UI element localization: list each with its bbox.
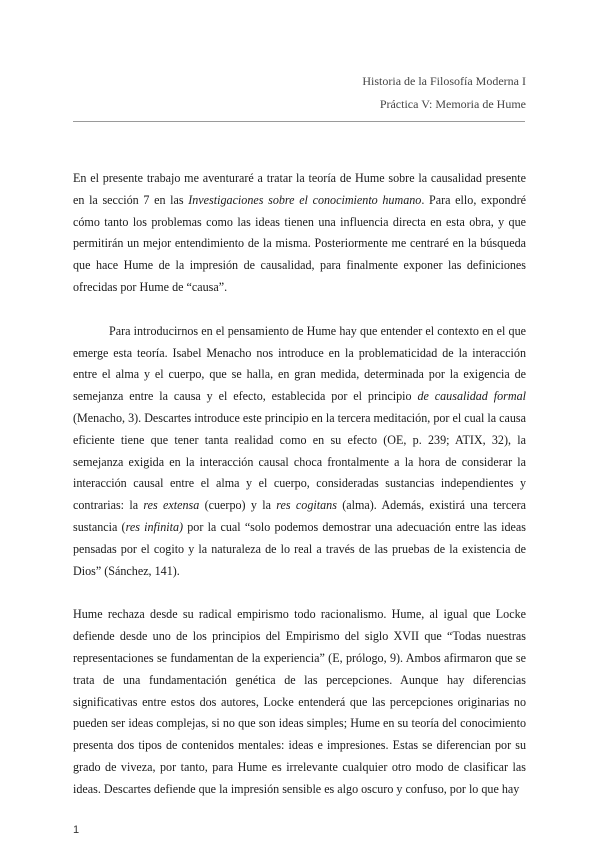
text-span: por la cual “solo podemos demostrar una adecuación entre las ideas pensadas por el cogito y la naturaleza de lo real a través de las pruebas de la existencia de Dios” (Sánchez, 141). (73, 519, 527, 578)
italic-term: res cogitans (276, 498, 337, 513)
paragraph-intro (73, 168, 526, 299)
text-span: (alma). Además, existirá una tercera sustancia ( (73, 498, 526, 534)
course-title: Historia de la Filosofía Moderna I (362, 74, 526, 88)
text-span: (cuerpo) y la (199, 498, 277, 513)
book-title: Investigaciones sobre el conocimiento humano (188, 192, 422, 207)
paragraph-empiricism: Hume rechaza desde su radical empirismo todo racionalismo. Hume, al igual que Locke defiende desde uno de los principios del Empirismo del siglo XVII que “Todas nuestras representaciones se fundamentan de la experiencia” (E, prólogo, 9). Ambos afirmaron que se trata de una fundamentación genética de las percepciones. Aunque hay diferencias significativas entre estos dos autores, Locke entenderá que las percepciones originarias no pueden ser ideas complejas, si no que son ideas simples; Hume en su teoría del conocimiento presenta dos tipos de contenidos mentales: ideas e impresiones. Estas se diferencian por su grado de viveza, por tanto, para Hume es irrelevante cualquier otro modo de clasificar las ideas. Descartes defiende que la impresión sensible es algo oscuro y confuso, por lo que hay (73, 607, 526, 796)
header-divider (73, 121, 525, 122)
italic-term: res extensa (143, 498, 200, 513)
text-span: Para introducirnos en el pensamiento de Hume hay que entender el contexto en el que emerge esta teoría. Isabel Menacho nos introduce en la problematicidad de la interacción entre el alma y el cuerpo, que se halla, en gran medida, determinada por la exigencia de semejanza entre la causa y el efecto, establecida por el principio (73, 323, 526, 404)
text-span: . Para ello, expondré cómo tanto los problemas como las ideas tienen una influencia directa en esta obra, y que permitirán un mejor entendimiento de la misma. Posteriormente me centraré en la búsqueda que hace Hume de la impresión de causalidad, para finalmente exponer las definiciones ofrecidas por Hume de “causa”. (73, 192, 526, 294)
paragraph-context (73, 321, 526, 583)
page-number: 1 (73, 824, 80, 836)
italic-term: de causalidad formal (417, 389, 526, 404)
document-body (73, 168, 526, 823)
text-span: (Menacho, 3). Descartes introduce este principio en la tercera meditación, por el cual la causa eficiente tiene que tener tanta realidad como en su efecto (OE, p. 239; ATIX, 32), la semejanza exigida en la interacción causal choca frontalmente a la hora de considerar la interacción causal entre el alma y el cuerpo, consideradas sustancias independientes y contrarias: la (73, 410, 526, 513)
running-header (362, 70, 526, 116)
assignment-title: Práctica V: Memoria de Hume (379, 97, 526, 111)
italic-term: res infinita) (125, 519, 184, 534)
text-span: En el presente trabajo me aventuraré a tratar la teoría de Hume sobre la causalidad presente en la sección 7 en las (73, 171, 526, 207)
